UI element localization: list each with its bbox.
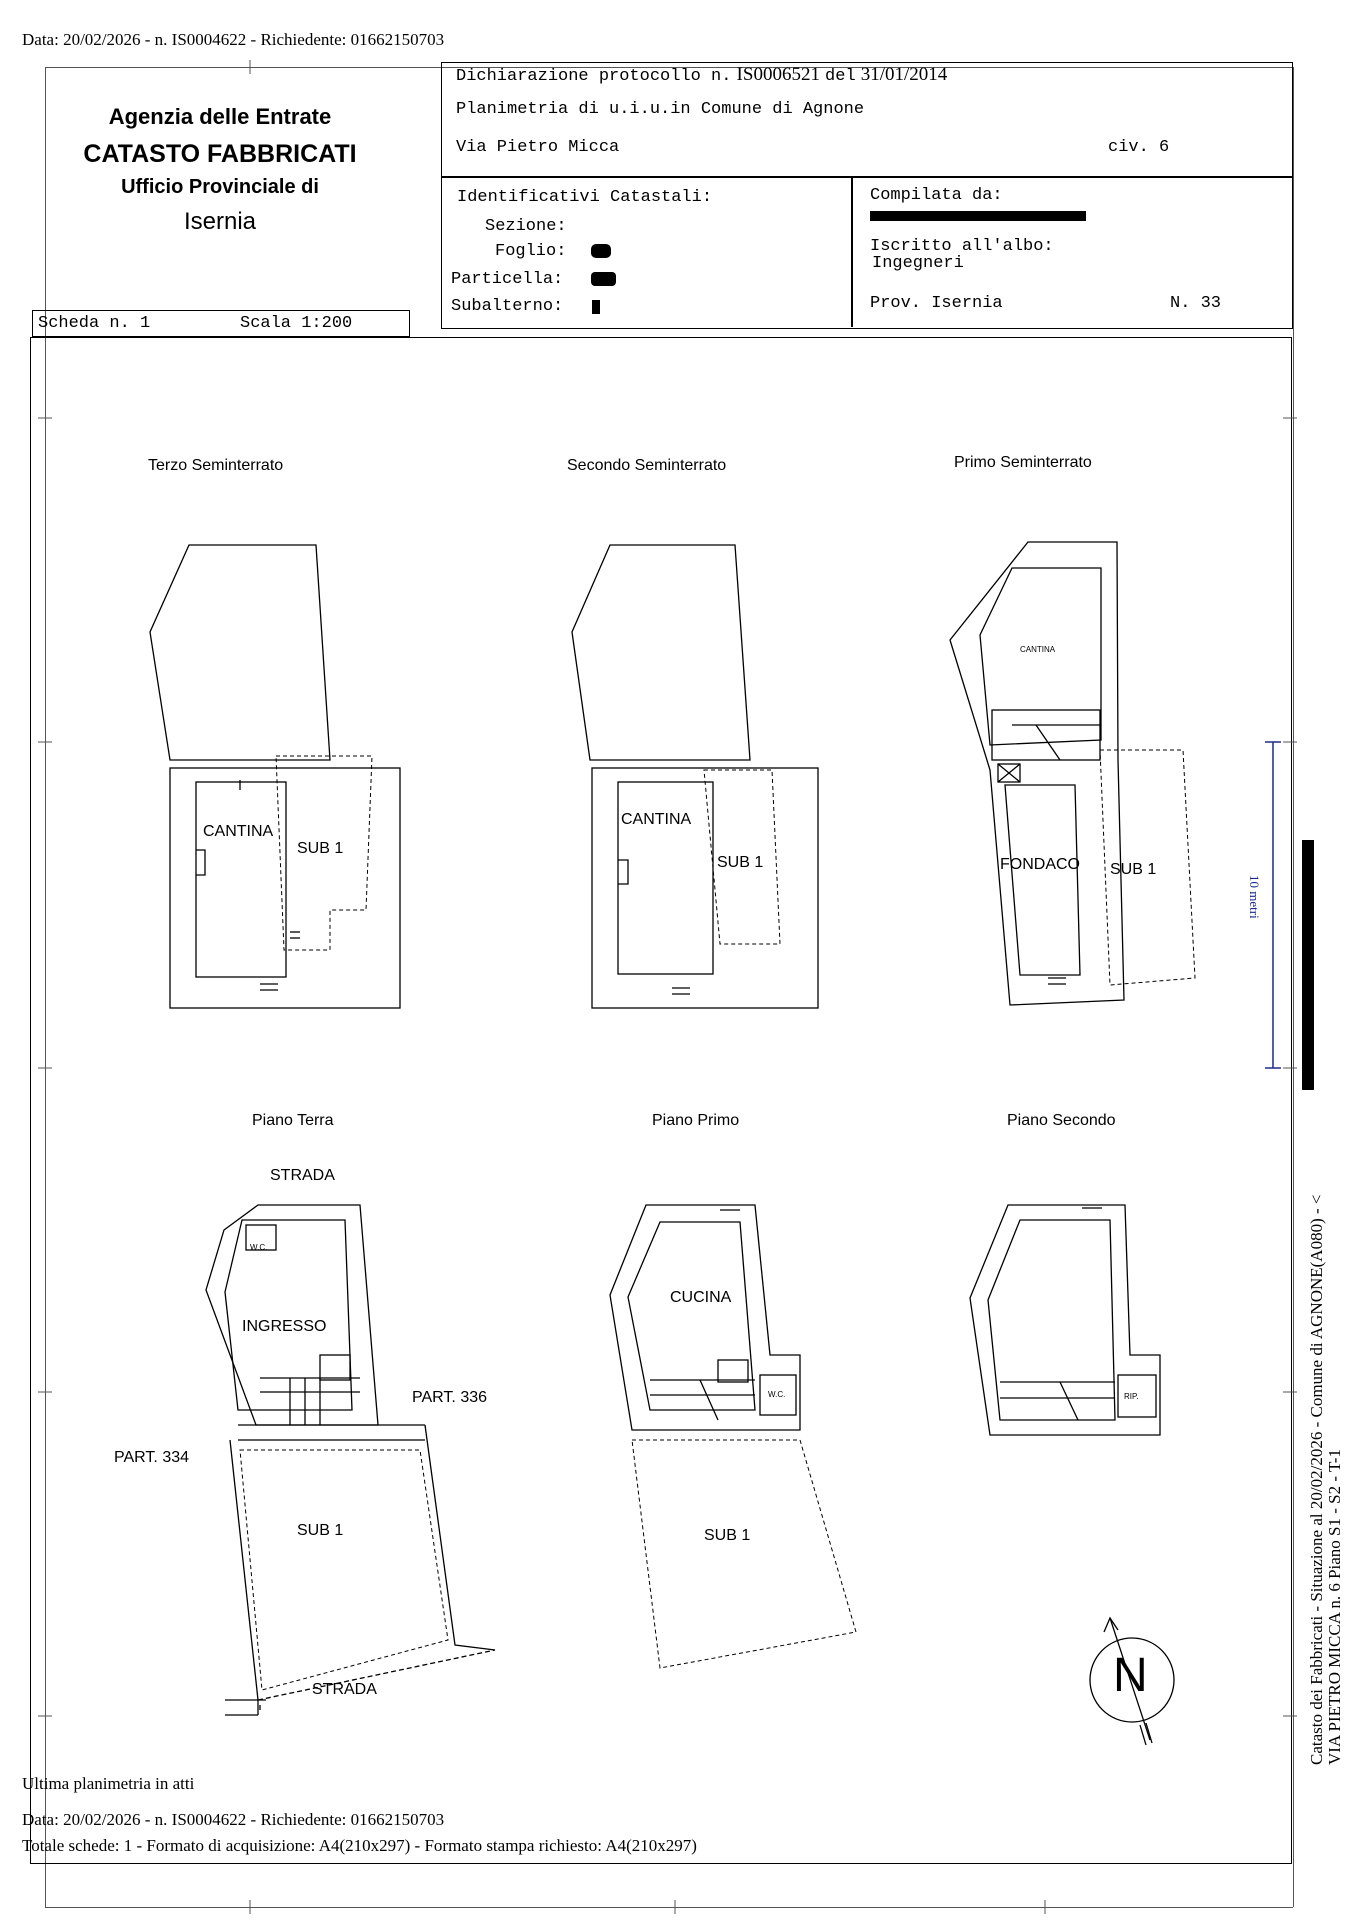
- registration-number: N. 33: [1170, 294, 1222, 313]
- side-text-line1: Catasto dei Fabbricati - Situazione al 20/02/2026 - Comune di AGNONE(A080) - <: [1307, 1194, 1326, 1765]
- room-label: SUB 1: [297, 1522, 344, 1539]
- scale: Scala 1:200: [240, 314, 353, 333]
- profession: Ingegneri: [872, 254, 964, 273]
- civic-number: civ. 6: [1108, 138, 1170, 157]
- protocol-prefix: Dichiarazione protocollo n.: [456, 67, 732, 86]
- room-label: W.C.: [768, 1390, 786, 1399]
- room-label: FONDACO: [1000, 856, 1080, 873]
- scale-bar-label: 10 metri: [1247, 875, 1262, 919]
- street-line: Via Pietro Micca: [456, 138, 620, 157]
- province: Prov. Isernia: [870, 294, 1003, 313]
- room-label: INGRESSO: [242, 1318, 327, 1335]
- agency-city: Isernia: [183, 208, 257, 235]
- room-label: CANTINA: [1020, 645, 1056, 654]
- floor-title-terzo-seminterrato: Terzo Seminterrato: [148, 457, 284, 474]
- floor-title-secondo-seminterrato: Secondo Seminterrato: [567, 457, 727, 474]
- plan-line: Planimetria di u.i.u.in Comune di Agnone: [456, 100, 865, 119]
- particella-label: Particella:: [451, 270, 564, 289]
- room-label: SUB 1: [1110, 861, 1157, 878]
- footer-request-line: Data: 20/02/2026 - n. IS0004622 - Richiedente: 01662150703: [22, 1810, 445, 1829]
- floor-title-primo-seminterrato: Primo Seminterrato: [954, 454, 1092, 471]
- room-label: CUCINA: [670, 1289, 732, 1306]
- room-label: SUB 1: [704, 1527, 751, 1544]
- north-label: N: [1113, 1649, 1148, 1702]
- street-label: STRADA: [270, 1167, 335, 1184]
- floor-title-piano-primo: Piano Primo: [652, 1112, 740, 1129]
- declaration-date: 31/01/2014: [860, 64, 948, 85]
- agency-name: Agenzia delle Entrate: [108, 104, 332, 129]
- header-request-line: Data: 20/02/2026 - n. IS0004622 - Richiedente: 01662150703: [22, 30, 445, 49]
- room-label: SUB 1: [717, 854, 764, 871]
- protocol-number: IS0006521: [736, 64, 820, 85]
- room-label: CANTINA: [621, 811, 692, 828]
- street-label: STRADA: [312, 1681, 377, 1698]
- side-redaction: [1302, 840, 1314, 1090]
- parcel-label: PART. 334: [114, 1449, 190, 1466]
- scheda-number: Scheda n. 1: [38, 314, 151, 333]
- side-text-line2: VIA PIETRO MICCA n. 6 Piano S1 - S2 - T-1: [1325, 1449, 1344, 1765]
- footer-totals-line: Totale schede: 1 - Formato di acquisizione: A4(210x297) - Formato stampa richiesto: A4(210x297): [22, 1836, 697, 1855]
- agency-department: CATASTO FABBRICATI: [83, 140, 357, 168]
- parcel-label: PART. 336: [412, 1389, 488, 1406]
- floor-title-piano-terra: Piano Terra: [252, 1112, 334, 1129]
- subalterno-label: Subalterno:: [451, 297, 564, 316]
- compiled-by-label: Compilata da:: [870, 186, 1003, 205]
- last-plan-note: Ultima planimetria in atti: [22, 1774, 195, 1793]
- plan-terzo-seminterrato: [150, 545, 400, 1008]
- room-label: RIP.: [1124, 1392, 1139, 1401]
- plan-secondo-seminterrato: [572, 545, 818, 1008]
- room-label: CANTINA: [203, 823, 274, 840]
- room-label: W.C.: [250, 1243, 268, 1252]
- plan-primo-seminterrato: [950, 542, 1124, 1005]
- scale-bar: [1265, 742, 1281, 1068]
- identifiers-title: Identificativi Catastali:: [457, 188, 713, 207]
- date-prefix: del: [825, 67, 856, 86]
- floor-title-piano-secondo: Piano Secondo: [1007, 1112, 1116, 1129]
- albo-label: Iscritto all'albo:: [870, 237, 1054, 256]
- agency-office: Ufficio Provinciale di: [121, 176, 319, 198]
- sezione-label: Sezione:: [485, 217, 567, 236]
- room-label: SUB 1: [297, 840, 344, 857]
- foglio-label: Foglio:: [495, 242, 567, 261]
- plan-piano-terra: [206, 1205, 495, 1715]
